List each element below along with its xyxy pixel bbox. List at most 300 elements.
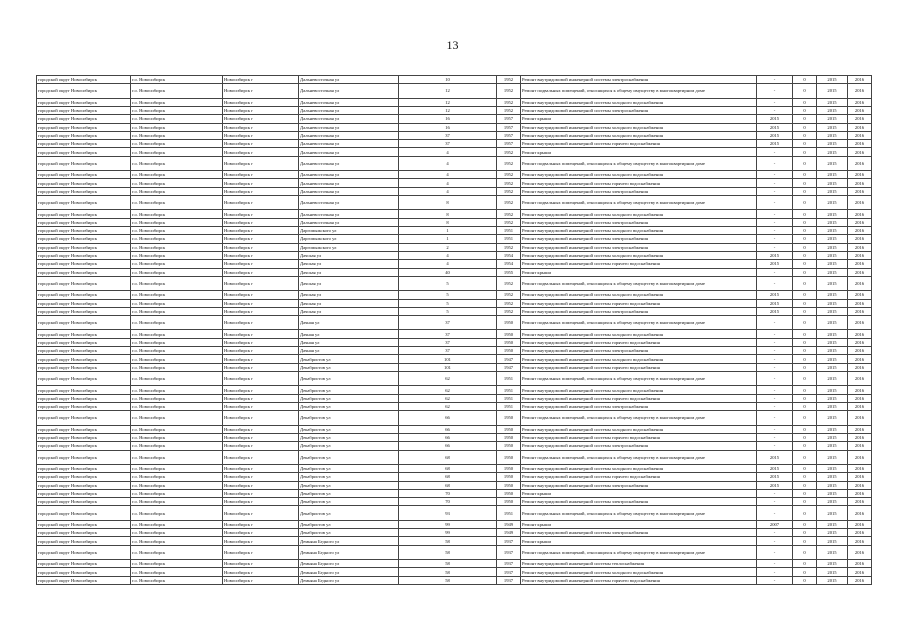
- house-number-cell: 62: [399, 371, 497, 385]
- table-row: [37, 156, 872, 170]
- settlement-cell: г.о. Новосибирск: [131, 363, 223, 371]
- table-row: [37, 171, 872, 179]
- build-year-cell: 1952: [497, 276, 521, 290]
- house-number-cell: 12: [399, 98, 497, 106]
- plan-start-year-cell: 2015: [817, 545, 848, 559]
- house-number-cell: 4: [399, 179, 497, 187]
- city-cell: Новосибирск г: [223, 363, 299, 371]
- last-repair-year-cell: 2015: [757, 481, 793, 489]
- plan-end-year-cell: 2016: [848, 131, 872, 139]
- last-repair-year-cell: 2007: [757, 520, 793, 528]
- build-year-cell: 1951: [497, 402, 521, 410]
- count-cell: 0: [793, 227, 817, 235]
- street-cell: Дачная ул: [299, 330, 399, 338]
- house-number-cell: 99: [399, 520, 497, 528]
- page-number: 13: [446, 38, 459, 52]
- settlement-cell: г.о. Новосибирск: [131, 473, 223, 481]
- table-row: [37, 98, 872, 106]
- house-number-cell: 37: [399, 316, 497, 330]
- district-cell: городской округ Новосибирск: [37, 489, 131, 497]
- work-type-cell: Ремонт внутридомовой инженерной системы холодного водоснабжения: [521, 568, 757, 576]
- last-repair-year-cell: -: [757, 179, 793, 187]
- street-cell: Дачная ул: [299, 338, 399, 346]
- table-row: [37, 520, 872, 528]
- work-type-cell: Ремонт внутридомовой инженерной системы горячего водоснабжения: [521, 363, 757, 371]
- settlement-cell: г.о. Новосибирск: [131, 307, 223, 315]
- plan-start-year-cell: 2015: [817, 106, 848, 114]
- build-year-cell: 1952: [497, 307, 521, 315]
- table-row: [37, 338, 872, 346]
- settlement-cell: г.о. Новосибирск: [131, 299, 223, 307]
- plan-end-year-cell: 2016: [848, 171, 872, 179]
- last-repair-year-cell: -: [757, 386, 793, 394]
- count-cell: 0: [793, 450, 817, 464]
- house-number-cell: 5: [399, 307, 497, 315]
- last-repair-year-cell: -: [757, 545, 793, 559]
- table-row: [37, 316, 872, 330]
- city-cell: Новосибирск г: [223, 156, 299, 170]
- count-cell: 0: [793, 148, 817, 156]
- district-cell: городской округ Новосибирск: [37, 156, 131, 170]
- house-number-cell: 62: [399, 402, 497, 410]
- district-cell: городской округ Новосибирск: [37, 106, 131, 114]
- plan-end-year-cell: 2016: [848, 386, 872, 394]
- count-cell: 0: [793, 568, 817, 576]
- district-cell: городской округ Новосибирск: [37, 123, 131, 131]
- settlement-cell: г.о. Новосибирск: [131, 106, 223, 114]
- street-cell: Дачная ул: [299, 347, 399, 355]
- build-year-cell: 1951: [497, 235, 521, 243]
- plan-start-year-cell: 2015: [817, 299, 848, 307]
- last-repair-year-cell: -: [757, 235, 793, 243]
- settlement-cell: г.о. Новосибирск: [131, 506, 223, 520]
- table-row: [37, 529, 872, 537]
- settlement-cell: г.о. Новосибирск: [131, 243, 223, 251]
- build-year-cell: 1952: [497, 171, 521, 179]
- plan-start-year-cell: 2015: [817, 481, 848, 489]
- plan-start-year-cell: 2015: [817, 411, 848, 425]
- street-cell: Декабристов ул: [299, 411, 399, 425]
- plan-end-year-cell: 2016: [848, 123, 872, 131]
- plan-end-year-cell: 2016: [848, 218, 872, 226]
- plan-end-year-cell: 2016: [848, 576, 872, 584]
- build-year-cell: 1950: [497, 347, 521, 355]
- count-cell: 0: [793, 520, 817, 528]
- table-row: [37, 442, 872, 450]
- district-cell: городской округ Новосибирск: [37, 307, 131, 315]
- last-repair-year-cell: -: [757, 425, 793, 433]
- last-repair-year-cell: -: [757, 84, 793, 98]
- work-type-cell: Ремонт внутридомовой инженерной системы электроснабжения: [521, 243, 757, 251]
- last-repair-year-cell: -: [757, 196, 793, 210]
- count-cell: 0: [793, 411, 817, 425]
- district-cell: городской округ Новосибирск: [37, 425, 131, 433]
- city-cell: Новосибирск г: [223, 402, 299, 410]
- work-type-cell: Ремонт внутридомовой инженерной системы горячего водоснабжения: [521, 299, 757, 307]
- work-type-cell: Ремонт внутридомовой инженерной системы холодного водоснабжения: [521, 464, 757, 472]
- build-year-cell: 1952: [497, 106, 521, 114]
- count-cell: 0: [793, 537, 817, 545]
- plan-end-year-cell: 2016: [848, 568, 872, 576]
- plan-start-year-cell: 2015: [817, 498, 848, 506]
- plan-start-year-cell: 2015: [817, 235, 848, 243]
- last-repair-year-cell: 2015: [757, 260, 793, 268]
- work-type-cell: Ремонт крыши: [521, 268, 757, 276]
- build-year-cell: 1951: [497, 386, 521, 394]
- plan-end-year-cell: 2016: [848, 489, 872, 497]
- work-type-cell: Ремонт внутридомовой инженерной системы электроснабжения: [521, 235, 757, 243]
- settlement-cell: г.о. Новосибирск: [131, 568, 223, 576]
- district-cell: городской округ Новосибирск: [37, 450, 131, 464]
- house-number-cell: 1: [399, 235, 497, 243]
- street-cell: Демьяна Бедного ул: [299, 537, 399, 545]
- build-year-cell: 1950: [497, 464, 521, 472]
- plan-start-year-cell: 2015: [817, 433, 848, 441]
- work-type-cell: Ремонт внутридомовой инженерной системы холодного водоснабжения: [521, 131, 757, 139]
- settlement-cell: г.о. Новосибирск: [131, 411, 223, 425]
- district-cell: городской округ Новосибирск: [37, 268, 131, 276]
- city-cell: Новосибирск г: [223, 481, 299, 489]
- work-type-cell: Ремонт подвальных помещений, относящихся к общему имуществу в многоквартирном доме: [521, 506, 757, 520]
- house-number-cell: 68: [399, 473, 497, 481]
- work-type-cell: Ремонт подвальных помещений, относящихся к общему имуществу в многоквартирном доме: [521, 84, 757, 98]
- city-cell: Новосибирск г: [223, 498, 299, 506]
- table-row: [37, 299, 872, 307]
- plan-end-year-cell: 2016: [848, 506, 872, 520]
- street-cell: Демьяна Бедного ул: [299, 560, 399, 568]
- settlement-cell: г.о. Новосибирск: [131, 537, 223, 545]
- district-cell: городской округ Новосибирск: [37, 140, 131, 148]
- work-type-cell: Ремонт внутридомовой инженерной системы холодного водоснабжения: [521, 227, 757, 235]
- street-cell: Декабристов ул: [299, 489, 399, 497]
- last-repair-year-cell: -: [757, 338, 793, 346]
- district-cell: городской округ Новосибирск: [37, 433, 131, 441]
- street-cell: Дальневосточная ул: [299, 106, 399, 114]
- street-cell: Демьяна Бедного ул: [299, 576, 399, 584]
- street-cell: Даргомыжского ул: [299, 243, 399, 251]
- build-year-cell: 1952: [497, 218, 521, 226]
- plan-end-year-cell: 2016: [848, 187, 872, 195]
- build-year-cell: 1952: [497, 187, 521, 195]
- count-cell: 0: [793, 506, 817, 520]
- plan-end-year-cell: 2016: [848, 307, 872, 315]
- settlement-cell: г.о. Новосибирск: [131, 196, 223, 210]
- street-cell: Дачская ул: [299, 251, 399, 259]
- settlement-cell: г.о. Новосибирск: [131, 338, 223, 346]
- build-year-cell: 1954: [497, 260, 521, 268]
- street-cell: Дальневосточная ул: [299, 171, 399, 179]
- last-repair-year-cell: 2015: [757, 115, 793, 123]
- city-cell: Новосибирск г: [223, 442, 299, 450]
- plan-start-year-cell: 2015: [817, 98, 848, 106]
- work-type-cell: Ремонт внутридомовой инженерной системы холодного водоснабжения: [521, 210, 757, 218]
- build-year-cell: 1952: [497, 84, 521, 98]
- table-row: [37, 291, 872, 299]
- plan-end-year-cell: 2016: [848, 115, 872, 123]
- work-type-cell: Ремонт внутридомовой инженерной системы горячего водоснабжения: [521, 260, 757, 268]
- work-type-cell: Ремонт внутридомовой инженерной системы электроснабжения: [521, 218, 757, 226]
- street-cell: Дальневосточная ул: [299, 84, 399, 98]
- street-cell: Декабристов ул: [299, 442, 399, 450]
- last-repair-year-cell: -: [757, 227, 793, 235]
- city-cell: Новосибирск г: [223, 235, 299, 243]
- city-cell: Новосибирск г: [223, 506, 299, 520]
- house-number-cell: 16: [399, 115, 497, 123]
- plan-end-year-cell: 2016: [848, 411, 872, 425]
- settlement-cell: г.о. Новосибирск: [131, 227, 223, 235]
- house-number-cell: 4: [399, 156, 497, 170]
- street-cell: Дальневосточная ул: [299, 196, 399, 210]
- house-number-cell: 58: [399, 545, 497, 559]
- settlement-cell: г.о. Новосибирск: [131, 464, 223, 472]
- work-type-cell: Ремонт крыши: [521, 148, 757, 156]
- count-cell: 0: [793, 276, 817, 290]
- plan-start-year-cell: 2015: [817, 371, 848, 385]
- city-cell: Новосибирск г: [223, 187, 299, 195]
- settlement-cell: г.о. Новосибирск: [131, 187, 223, 195]
- last-repair-year-cell: 2015: [757, 131, 793, 139]
- build-year-cell: 1950: [497, 338, 521, 346]
- plan-end-year-cell: 2016: [848, 330, 872, 338]
- last-repair-year-cell: 2015: [757, 291, 793, 299]
- city-cell: Новосибирск г: [223, 260, 299, 268]
- build-year-cell: 1950: [497, 481, 521, 489]
- settlement-cell: г.о. Новосибирск: [131, 425, 223, 433]
- work-type-cell: Ремонт внутридомовой инженерной системы электроснабжения: [521, 402, 757, 410]
- count-cell: 0: [793, 394, 817, 402]
- plan-start-year-cell: 2015: [817, 187, 848, 195]
- city-cell: Новосибирск г: [223, 386, 299, 394]
- district-cell: городской округ Новосибирск: [37, 529, 131, 537]
- district-cell: городской округ Новосибирск: [37, 171, 131, 179]
- count-cell: 0: [793, 433, 817, 441]
- build-year-cell: 1937: [497, 568, 521, 576]
- last-repair-year-cell: 2015: [757, 307, 793, 315]
- house-number-cell: 66: [399, 433, 497, 441]
- street-cell: Дачская ул: [299, 299, 399, 307]
- work-type-cell: Ремонт внутридомовой инженерной системы теплоснабжения: [521, 560, 757, 568]
- street-cell: Декабристов ул: [299, 473, 399, 481]
- plan-start-year-cell: 2015: [817, 156, 848, 170]
- plan-end-year-cell: 2016: [848, 243, 872, 251]
- plan-end-year-cell: 2016: [848, 394, 872, 402]
- settlement-cell: г.о. Новосибирск: [131, 179, 223, 187]
- plan-start-year-cell: 2015: [817, 196, 848, 210]
- work-type-cell: Ремонт подвальных помещений, относящихся к общему имуществу в многоквартирном доме: [521, 411, 757, 425]
- district-cell: городской округ Новосибирск: [37, 98, 131, 106]
- work-type-cell: Ремонт крыши: [521, 520, 757, 528]
- last-repair-year-cell: -: [757, 442, 793, 450]
- city-cell: Новосибирск г: [223, 299, 299, 307]
- house-number-cell: 93: [399, 506, 497, 520]
- district-cell: городской округ Новосибирск: [37, 545, 131, 559]
- street-cell: Дальневосточная ул: [299, 156, 399, 170]
- city-cell: Новосибирск г: [223, 433, 299, 441]
- street-cell: Дальневосточная ул: [299, 210, 399, 218]
- build-year-cell: 1937: [497, 537, 521, 545]
- street-cell: Даргомыжского ул: [299, 235, 399, 243]
- last-repair-year-cell: -: [757, 506, 793, 520]
- plan-end-year-cell: 2016: [848, 520, 872, 528]
- street-cell: Декабристов ул: [299, 433, 399, 441]
- table-row: [37, 235, 872, 243]
- last-repair-year-cell: -: [757, 276, 793, 290]
- house-number-cell: 68: [399, 450, 497, 464]
- count-cell: 0: [793, 425, 817, 433]
- city-cell: Новосибирск г: [223, 568, 299, 576]
- street-cell: Дальневосточная ул: [299, 140, 399, 148]
- plan-end-year-cell: 2016: [848, 481, 872, 489]
- plan-start-year-cell: 2015: [817, 537, 848, 545]
- city-cell: Новосибирск г: [223, 131, 299, 139]
- district-cell: городской округ Новосибирск: [37, 537, 131, 545]
- settlement-cell: г.о. Новосибирск: [131, 123, 223, 131]
- district-cell: городской округ Новосибирск: [37, 131, 131, 139]
- last-repair-year-cell: -: [757, 98, 793, 106]
- district-cell: городской округ Новосибирск: [37, 506, 131, 520]
- plan-end-year-cell: 2016: [848, 433, 872, 441]
- table-row: [37, 218, 872, 226]
- plan-end-year-cell: 2016: [848, 498, 872, 506]
- work-type-cell: Ремонт внутридомовой инженерной системы холодного водоснабжения: [521, 98, 757, 106]
- settlement-cell: г.о. Новосибирск: [131, 84, 223, 98]
- count-cell: 0: [793, 260, 817, 268]
- street-cell: Декабристов ул: [299, 506, 399, 520]
- street-cell: Дачская ул: [299, 276, 399, 290]
- plan-end-year-cell: 2016: [848, 473, 872, 481]
- house-number-cell: 4: [399, 171, 497, 179]
- plan-start-year-cell: 2015: [817, 355, 848, 363]
- count-cell: 0: [793, 187, 817, 195]
- count-cell: 0: [793, 355, 817, 363]
- settlement-cell: г.о. Новосибирск: [131, 98, 223, 106]
- last-repair-year-cell: -: [757, 268, 793, 276]
- work-type-cell: Ремонт внутридомовой инженерной системы горячего водоснабжения: [521, 338, 757, 346]
- district-cell: городской округ Новосибирск: [37, 291, 131, 299]
- plan-start-year-cell: 2015: [817, 251, 848, 259]
- build-year-cell: 1950: [497, 498, 521, 506]
- table-row: [37, 545, 872, 559]
- table-row: [37, 268, 872, 276]
- last-repair-year-cell: -: [757, 363, 793, 371]
- table-row: [37, 537, 872, 545]
- plan-end-year-cell: 2016: [848, 276, 872, 290]
- district-cell: городской округ Новосибирск: [37, 411, 131, 425]
- city-cell: Новосибирск г: [223, 355, 299, 363]
- work-type-cell: Ремонт внутридомовой инженерной системы горячего водоснабжения: [521, 179, 757, 187]
- plan-start-year-cell: 2015: [817, 179, 848, 187]
- house-number-cell: 37: [399, 140, 497, 148]
- street-cell: Декабристов ул: [299, 425, 399, 433]
- plan-end-year-cell: 2016: [848, 371, 872, 385]
- settlement-cell: г.о. Новосибирск: [131, 394, 223, 402]
- count-cell: 0: [793, 338, 817, 346]
- work-type-cell: Ремонт внутридомовой инженерной системы электроснабжения: [521, 498, 757, 506]
- count-cell: 0: [793, 98, 817, 106]
- city-cell: Новосибирск г: [223, 560, 299, 568]
- plan-start-year-cell: 2015: [817, 347, 848, 355]
- build-year-cell: 1952: [497, 291, 521, 299]
- district-cell: городской округ Новосибирск: [37, 179, 131, 187]
- house-number-cell: 12: [399, 106, 497, 114]
- district-cell: городской округ Новосибирск: [37, 251, 131, 259]
- last-repair-year-cell: 2015: [757, 464, 793, 472]
- street-cell: Декабристов ул: [299, 402, 399, 410]
- work-type-cell: Ремонт подвальных помещений, относящихся к общему имуществу в многоквартирном доме: [521, 371, 757, 385]
- last-repair-year-cell: -: [757, 347, 793, 355]
- table-row: [37, 276, 872, 290]
- plan-end-year-cell: 2016: [848, 338, 872, 346]
- house-number-cell: 4: [399, 148, 497, 156]
- plan-start-year-cell: 2015: [817, 148, 848, 156]
- district-cell: городской округ Новосибирск: [37, 464, 131, 472]
- district-cell: городской округ Новосибирск: [37, 338, 131, 346]
- settlement-cell: г.о. Новосибирск: [131, 148, 223, 156]
- plan-start-year-cell: 2015: [817, 529, 848, 537]
- table-row: [37, 210, 872, 218]
- settlement-cell: г.о. Новосибирск: [131, 330, 223, 338]
- plan-end-year-cell: 2016: [848, 106, 872, 114]
- work-type-cell: Ремонт внутридомовой инженерной системы горячего водоснабжения: [521, 140, 757, 148]
- build-year-cell: 1957: [497, 140, 521, 148]
- settlement-cell: г.о. Новосибирск: [131, 76, 223, 84]
- city-cell: Новосибирск г: [223, 148, 299, 156]
- street-cell: Дальневосточная ул: [299, 123, 399, 131]
- last-repair-year-cell: -: [757, 330, 793, 338]
- settlement-cell: г.о. Новосибирск: [131, 276, 223, 290]
- street-cell: Дальневосточная ул: [299, 98, 399, 106]
- count-cell: 0: [793, 179, 817, 187]
- count-cell: 0: [793, 131, 817, 139]
- settlement-cell: г.о. Новосибирск: [131, 442, 223, 450]
- work-type-cell: Ремонт внутридомовой инженерной системы электроснабжения: [521, 76, 757, 84]
- work-type-cell: Ремонт внутридомовой инженерной системы холодного водоснабжения: [521, 291, 757, 299]
- work-type-cell: Ремонт внутридомовой инженерной системы холодного водоснабжения: [521, 123, 757, 131]
- district-cell: городской округ Новосибирск: [37, 371, 131, 385]
- work-type-cell: Ремонт подвальных помещений, относящихся к общему имуществу в многоквартирном доме: [521, 316, 757, 330]
- district-cell: городской округ Новосибирск: [37, 148, 131, 156]
- build-year-cell: 1950: [497, 442, 521, 450]
- plan-start-year-cell: 2015: [817, 560, 848, 568]
- count-cell: 0: [793, 576, 817, 584]
- last-repair-year-cell: -: [757, 498, 793, 506]
- count-cell: 0: [793, 84, 817, 98]
- count-cell: 0: [793, 268, 817, 276]
- plan-end-year-cell: 2016: [848, 299, 872, 307]
- count-cell: 0: [793, 529, 817, 537]
- last-repair-year-cell: -: [757, 156, 793, 170]
- house-number-cell: 99: [399, 529, 497, 537]
- count-cell: 0: [793, 235, 817, 243]
- last-repair-year-cell: -: [757, 76, 793, 84]
- plan-end-year-cell: 2016: [848, 140, 872, 148]
- plan-start-year-cell: 2015: [817, 123, 848, 131]
- plan-end-year-cell: 2016: [848, 425, 872, 433]
- house-number-cell: 66: [399, 442, 497, 450]
- last-repair-year-cell: 2015: [757, 123, 793, 131]
- plan-start-year-cell: 2015: [817, 131, 848, 139]
- plan-end-year-cell: 2016: [848, 316, 872, 330]
- plan-start-year-cell: 2015: [817, 330, 848, 338]
- count-cell: 0: [793, 123, 817, 131]
- last-repair-year-cell: -: [757, 433, 793, 441]
- city-cell: Новосибирск г: [223, 489, 299, 497]
- build-year-cell: 1947: [497, 363, 521, 371]
- last-repair-year-cell: -: [757, 537, 793, 545]
- table-row: [37, 347, 872, 355]
- street-cell: Демьяна Бедного ул: [299, 545, 399, 559]
- settlement-cell: г.о. Новосибирск: [131, 402, 223, 410]
